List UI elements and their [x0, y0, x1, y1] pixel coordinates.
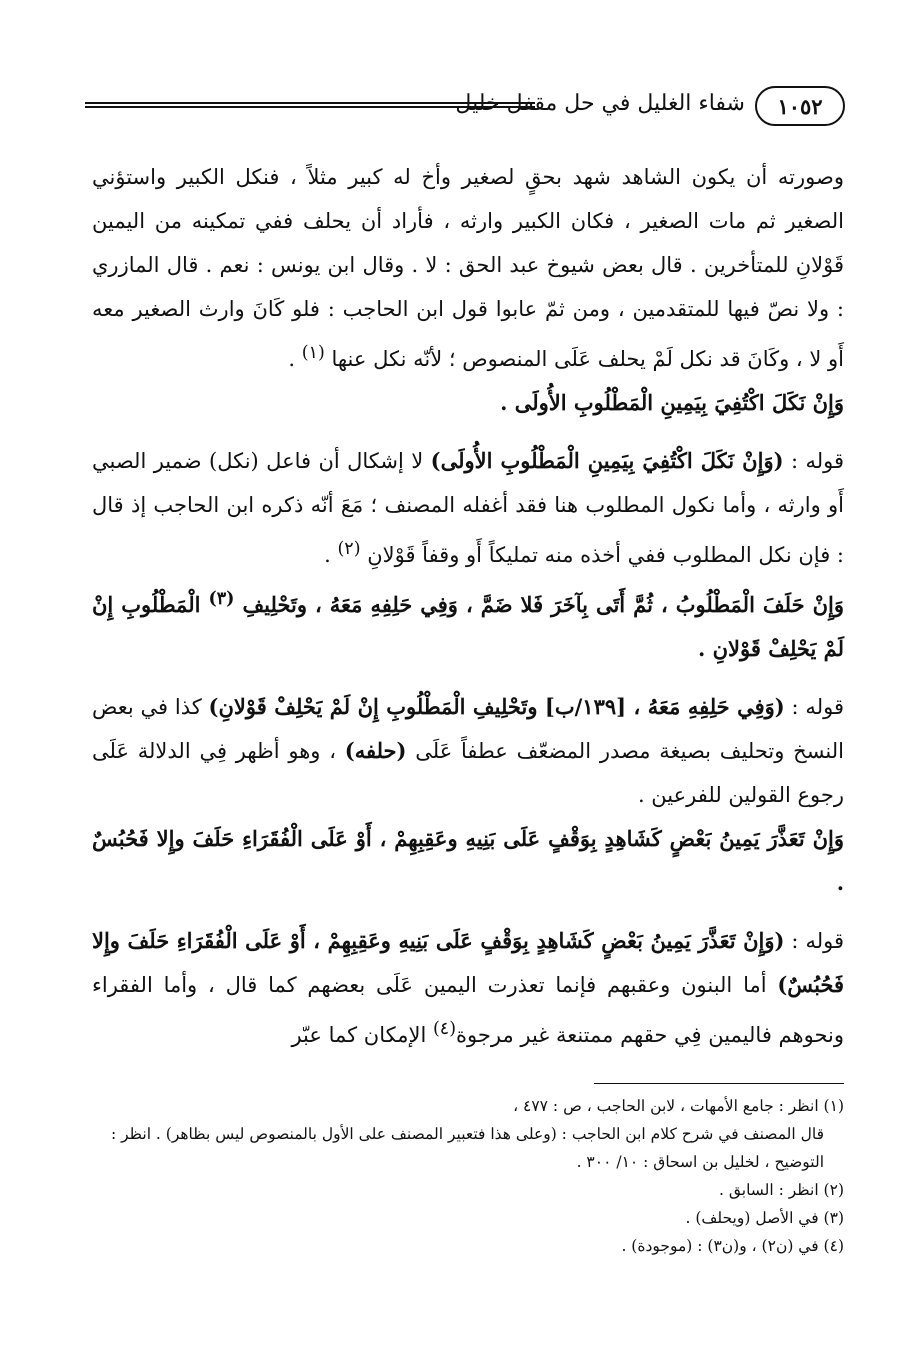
paragraph-2-lead: قوله :: [783, 449, 844, 473]
paragraph-3-text-2: ، وهو أظهر فِي الدلالة عَلَى رجوع القولين للفرعين .: [92, 739, 844, 807]
footnote-2: (٢) انظر : السابق .: [718, 1181, 844, 1199]
spacer: [92, 905, 844, 919]
matn-2-text-a: وَإِنْ حَلَفَ الْمَطْلُوبُ ، ثُمَّ أَتَى بِآخَرَ فَلا ضَمَّ ، وَفِي حَلِفِهِ مَعَهُ ، وتَحْلِيفِ: [242, 592, 845, 617]
footnote-ref-1: (١): [301, 343, 325, 363]
paragraph-1-text: وصورته أن يكون الشاهد شهد بحقٍ لصغير وأخ له كبير مثلاً ، فنكل الكبير واستؤني الصغير ثم مات الصغير ، فكان الكبير وارثه ، فأراد أن يحلف ففي تمكينه من اليمين قَوْلانِ للمتأخرين . قال بعض شيوخ عبد الحق : لا . وقال ابن يونس : نعم . قال المازري : ولا نصّ فيها للمتقدمين ، ومن ثمّ عابوا قول ابن الحاجب : فلو كَانَ وارث الصغير معه أَو لا ، وكَانَ قد نكل لَمْ يحلف عَلَى المنصوص ؛ لأنّه نكل عنها: [92, 165, 844, 371]
page-number: ١٠٥٢: [755, 86, 845, 126]
matn-2: [92, 577, 844, 671]
paragraph-3-quote: (وَفِي حَلِفِهِ مَعَهُ ، [١٣٩/ب] وتَحْلِيفِ الْمَطْلُوبِ إِنْ لَمْ يَحْلِفْ قَوْلانِ): [208, 694, 785, 719]
spacer: [92, 425, 844, 439]
main-text: [92, 155, 844, 1057]
paragraph-4-lead: قوله :: [784, 929, 844, 953]
paragraph-4: [92, 919, 844, 1057]
paragraph-1-end: .: [288, 347, 302, 371]
footnote-ref-2: (٢): [337, 539, 361, 559]
paragraph-2-text: لا إشكال أن فاعل (نكل) ضمير الصبي أَو وارثه ، وأما نكول المطلوب هنا فقد أغفله المصنف ؛ مَعَ أنّه ذكره ابن الحاجب إذ قال : فإن نكل المطلوب ففي أخذه منه تمليكاً أَو وقفاً قَوْلانِ: [92, 449, 844, 567]
paragraph-2: [92, 439, 844, 577]
footnote-separator: [594, 1083, 844, 1084]
footnote-1: (١) انظر : جامع الأمهات ، لابن الحاجب ، ص : ٤٧٧ ،: [513, 1097, 844, 1115]
footnotes: [92, 1092, 844, 1260]
paragraph-3-lead: قوله :: [784, 695, 844, 719]
footnote-4: (٤) في (ن٢) ، و(ن٣) : (موجودة) .: [621, 1237, 844, 1255]
paragraph-3-text: كذا في بعض النسخ وتحليف بصيغة مصدر المضعّف عطفاً عَلَى: [92, 695, 844, 763]
paragraph-3-quote-2: (حلفه): [344, 738, 407, 763]
matn-3: وَإِنْ تَعَذَّرَ يَمِينُ بَعْضٍ كَشَاهِدٍ بِوَقْفٍ عَلَى بَنِيهِ وعَقِبِهِمْ ، أَوْ عَلَى الْفُقَرَاءِ حَلَفَ وإِلا فَحُبُسٌ .: [92, 826, 844, 895]
paragraph-3: [92, 685, 844, 817]
footnote-3: (٣) في الأصل (ويحلف) .: [685, 1209, 844, 1227]
running-title: شفاء الغليل في حل مقفل خليل: [455, 91, 745, 116]
page-header: [85, 84, 845, 130]
footnote-ref-4: (٤): [432, 1019, 457, 1039]
paragraph-1: [92, 155, 844, 381]
paragraph-4-quote: (وَإِنْ تَعَذَّرَ يَمِينُ بَعْضٍ كَشَاهِدٍ بِوَقْفٍ عَلَى بَنِيهِ وعَقِبِهِمْ ، أَوْ عَلَى الْفُقَرَاءِ حَلَفَ وإِلا فَحُبُسٌ): [92, 928, 844, 997]
footnote-1-continuation-2: التوضيح ، لخليل بن اسحاق : ١٠/ ٣٠٠ .: [576, 1153, 824, 1171]
matn-2-text-b: الْمَطْلُوبِ إِنْ لَمْ يَحْلِفْ قَوْلانِ .: [92, 592, 844, 661]
header-rule: [85, 102, 535, 108]
footnote-1-continuation: قال المصنف في شرح كلام ابن الحاجب : (وعلى هذا فتعبير المصنف على الأول بالمنصوص ليس بظاهر) . انظر :: [110, 1125, 824, 1143]
paragraph-2-quote: (وَإِنْ نَكَلَ اكْتُفِيَ بِيَمِينِ الْمَطْلُوبِ الأُولَى): [430, 448, 784, 473]
footnote-ref-3: (٣): [208, 589, 235, 609]
paragraph-4-text: أما البنون وعقبهم فإنما تعذرت اليمين عَلَى بعضهم كما قال ، وأما الفقراء ونحوهم فاليمين فِي حقهم ممتنعة غير مرجوة: [92, 973, 844, 1047]
spacer: [92, 671, 844, 685]
paragraph-4-text-2: الإمكان كما عبّر: [291, 1023, 433, 1047]
paragraph-2-end: .: [324, 543, 338, 567]
matn-1: وَإِنْ نَكَلَ اكْتُفِيَ بِيَمِينِ الْمَطْلُوبِ الأُولَى .: [500, 390, 844, 415]
